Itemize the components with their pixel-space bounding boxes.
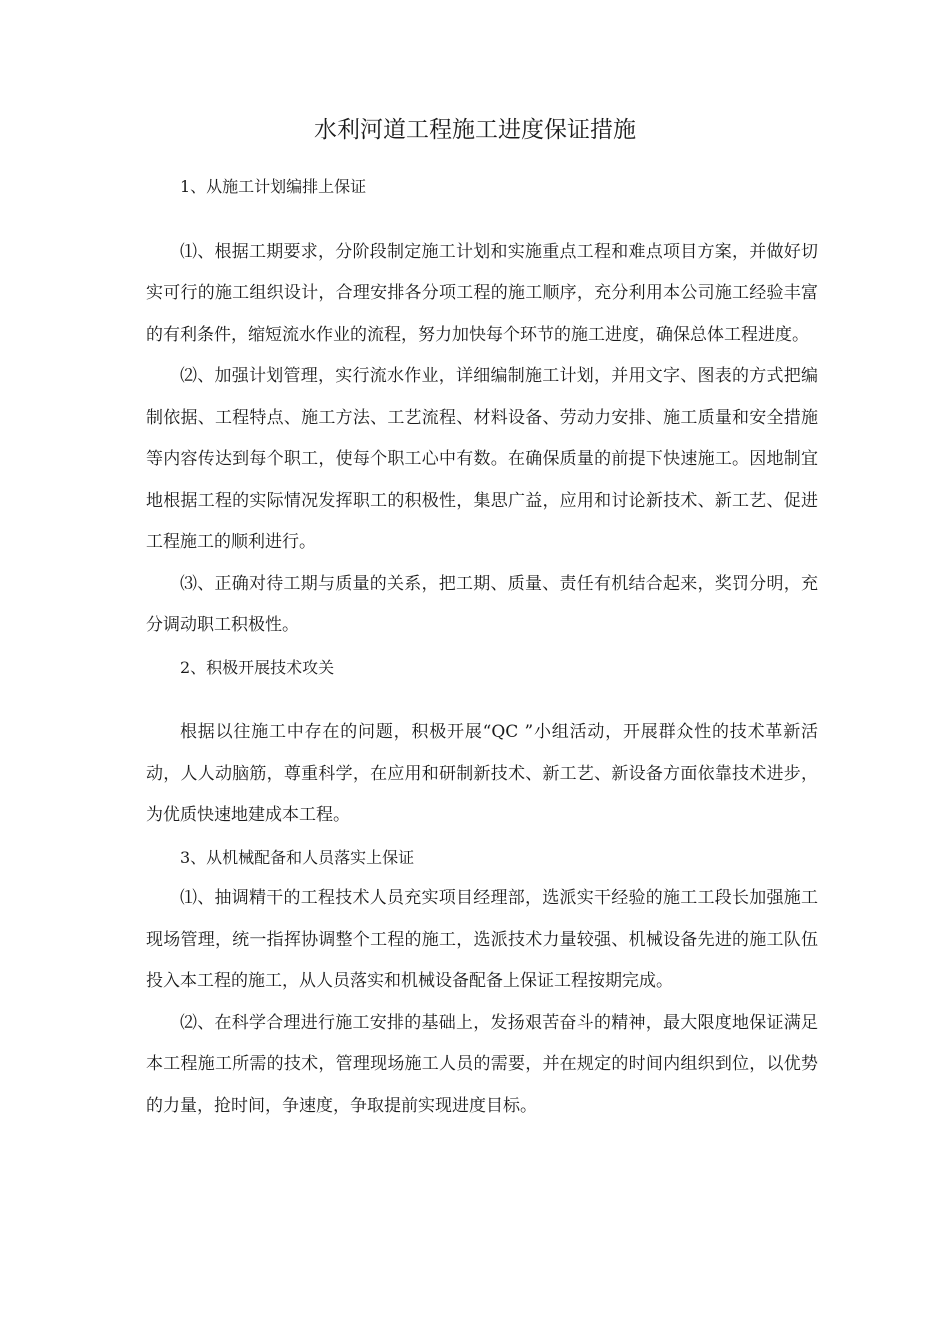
document-title: 水利河道工程施工进度保证措施 — [314, 117, 636, 143]
document-body — [146, 166, 818, 1127]
section-heading: 1、从施工计划编排上保证 — [180, 177, 367, 196]
paragraph: ⑵、在科学合理进行施工安排的基础上，发扬艰苦奋斗的精神，最大限度地保证满足本工程施工所需的技术，管理现场施工人员的需要，并在规定的时间内组织到位，以优势的力量，抢时间，争速度，争取提前实现进度目标。 — [146, 1012, 818, 1116]
paragraph: ⑴、根据工期要求，分阶段制定施工计划和实施重点工程和难点项目方案，并做好切实可行的施工组织设计，合理安排各分项工程的施工顺序，充分利用本公司施工经验丰富的有利条件，缩短流水作业的流程，努力加快每个环节的施工进度，确保总体工程进度。 — [146, 241, 818, 345]
paragraph: ⑶、正确对待工期与质量的关系，把工期、质量、责任有机结合起来，奖罚分明，充分调动职工积极性。 — [146, 573, 818, 635]
paragraph: ⑵、加强计划管理，实行流水作业，详细编制施工计划，并用文字、图表的方式把编制依据、工程特点、施工方法、工艺流程、材料设备、劳动力安排、施工质量和安全措施等内容传达到每个职工，使每个职工心中有数。在确保质量的前提下快速施工。因地制宜地根据工程的实际情况发挥职工的积极性，集思广益，应用和讨论新技术、新工艺、促进工程施工的顺利进行。 — [146, 366, 818, 552]
section-heading: 3、从机械配备和人员落实上保证 — [180, 847, 415, 867]
paragraph: ⑴、抽调精干的工程技术人员充实项目经理部，选派实干经验的施工工段长加强施工现场管理，统一指挥协调整个工程的施工，选派技术力量较强、机械设备先进的施工队伍投入本工程的施工，从人员落实和机械设备配备上保证工程按期完成。 — [146, 888, 818, 991]
paragraph: 根据以往施工中存在的问题，积极开展“QC ”小组活动，开展群众性的技术革新活动，人人动脑筋，尊重科学，在应用和研制新技术、新工艺、新设备方面依靠技术进步，为优质快速地建成本工程。 — [146, 722, 818, 825]
section-heading: 2、积极开展技术攻关 — [180, 657, 335, 677]
